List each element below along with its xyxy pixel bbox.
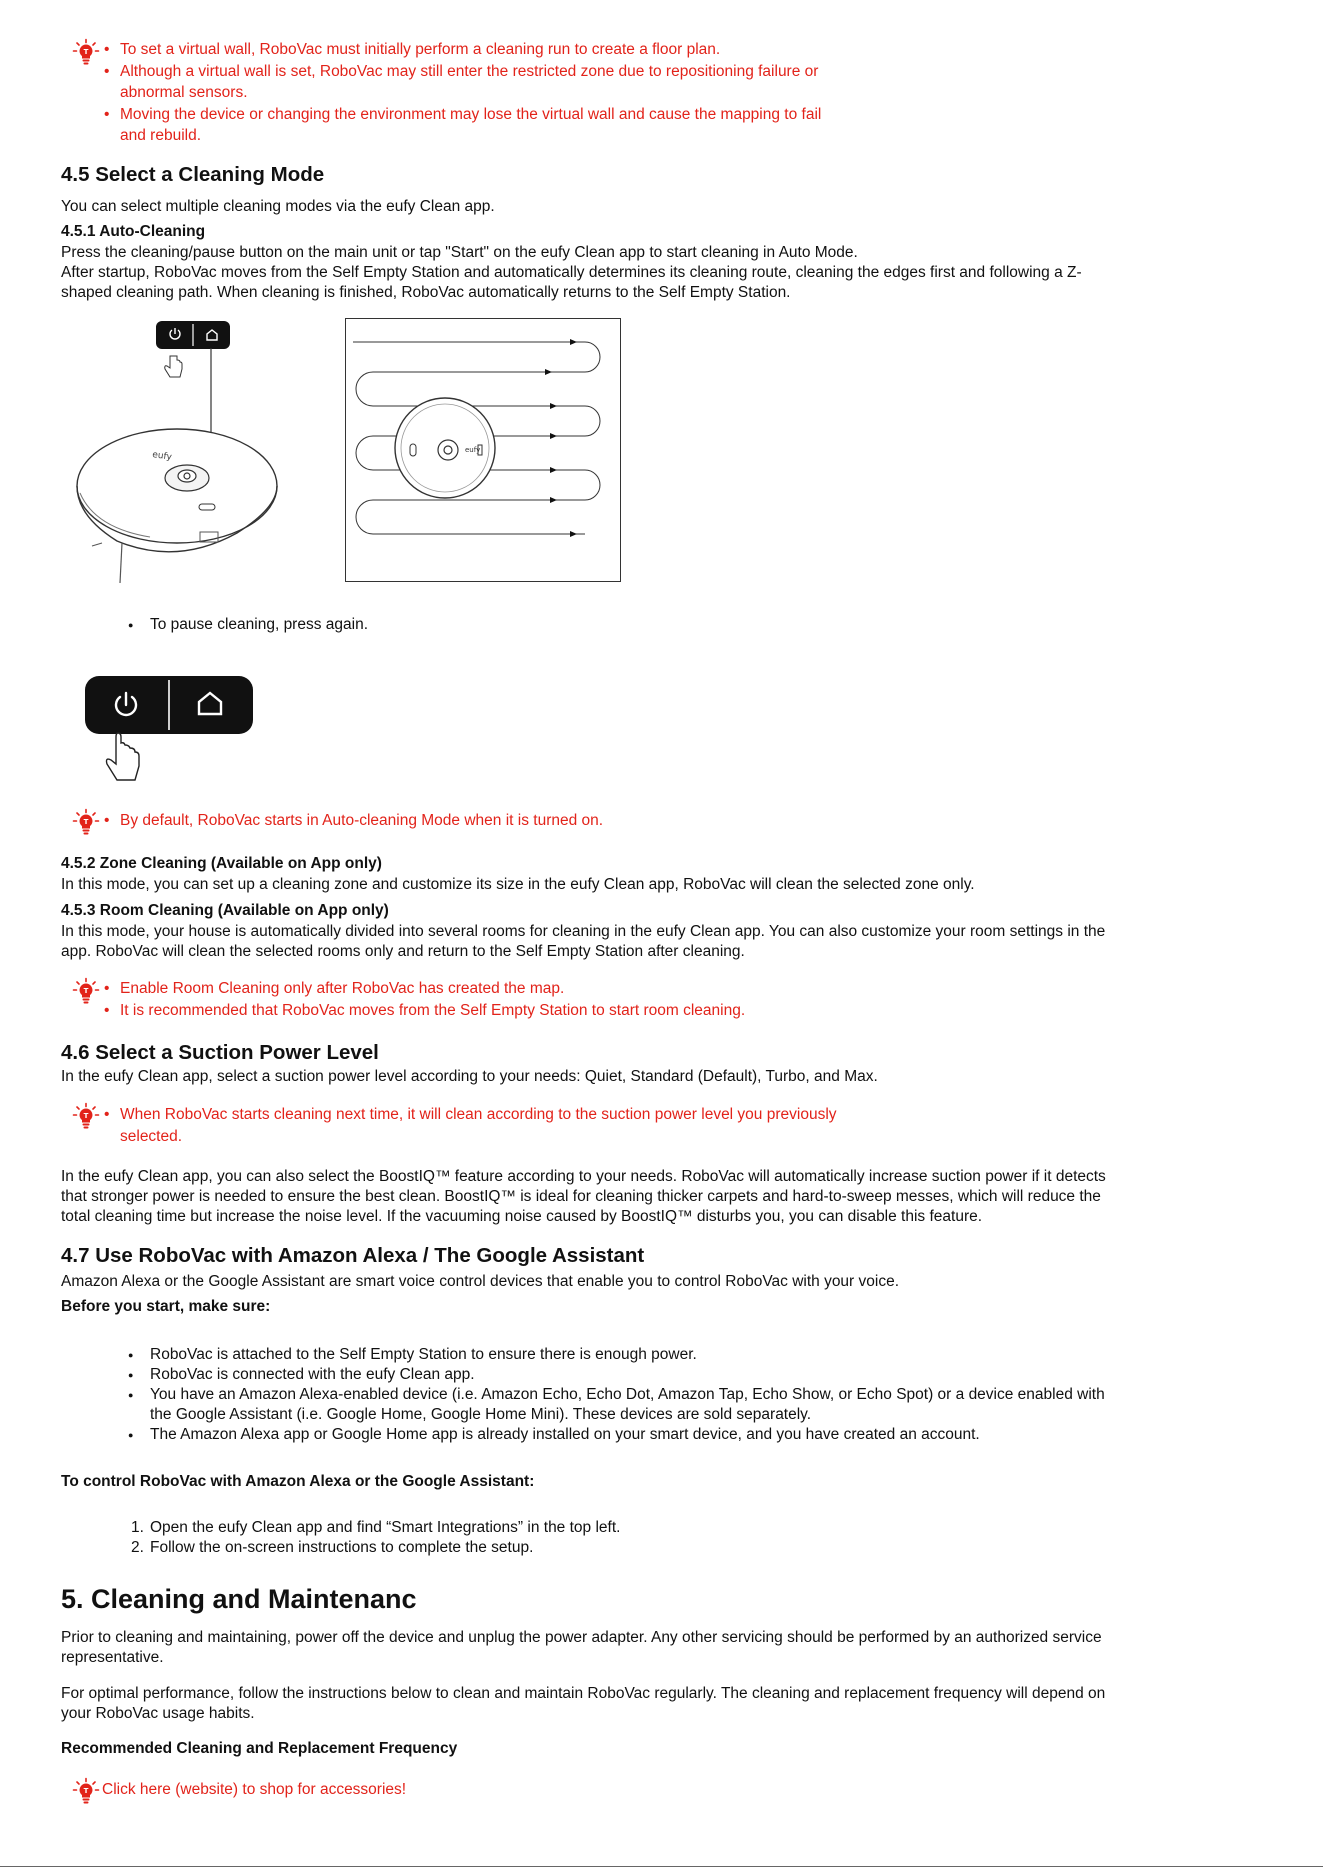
paragraph: your RoboVac usage habits.	[61, 1705, 255, 1722]
control-label: To control RoboVac with Amazon Alexa or the Google Assistant:	[61, 1473, 535, 1490]
paragraph: In this mode, you can set up a cleaning zone and customize its size in the eufy Clean app, RoboVac will clean the selected zone only.	[61, 876, 975, 893]
section-heading-5: 5. Cleaning and Maintenanc	[61, 1584, 417, 1614]
paragraph: In the eufy Clean app, you can also select the BoostIQ™ feature according to your needs. RoboVac will automatically increase suction power if it detects	[61, 1168, 1106, 1185]
subheading-4-5-2: 4.5.2 Zone Cleaning (Available on App only)	[61, 855, 382, 872]
list-item: ● To pause cleaning, press again.	[150, 615, 1250, 635]
lightbulb-tip-icon	[72, 38, 100, 66]
list-item: ● You have an Amazon Alexa-enabled device (i.e. Amazon Echo, Echo Dot, Amazon Tap, Echo Show, or Echo Spot) or a device enabled with the Google Assistant (i.e. Google Home, Google Home Mini). These devices are sold separately.	[150, 1385, 1250, 1425]
pause-instruction-list	[150, 615, 1250, 635]
list-item: ● RoboVac is attached to the Self Empty Station to ensure there is enough power.	[150, 1345, 1250, 1365]
z-shaped-cleaning-path-diagram	[345, 318, 621, 582]
tip-item: • Although a virtual wall is set, RoboVac may still enter the restricted zone due to repositioning failure or abnormal sensors.	[104, 61, 964, 104]
lightbulb-tip-icon	[72, 977, 100, 1005]
paragraph: total cleaning time but increase the noise level. If the vacuuming noise caused by BoostIQ™ disturbs you, you can disable this feature.	[61, 1208, 983, 1225]
lightbulb-tip-icon	[72, 808, 100, 836]
paragraph: representative.	[61, 1649, 164, 1666]
page-bottom-rule	[0, 1866, 1323, 1867]
lightbulb-tip-icon	[72, 1102, 100, 1130]
list-item: 1. Open the eufy Clean app and find “Smart Integrations” in the top left.	[131, 1519, 621, 1536]
suction-level-tip	[104, 1104, 964, 1147]
paragraph: that stronger power is needed to ensure the best clean. BoostIQ™ is ideal for cleaning thicker carpets and hard-to-sweep messes, which will reduce the	[61, 1188, 1101, 1205]
svg-text:eufy: eufy	[151, 450, 173, 463]
paragraph: In the eufy Clean app, select a suction power level according to your needs: Quiet, Standard (Default), Turbo, and Max.	[61, 1068, 878, 1085]
setup-steps-list	[131, 1518, 620, 1558]
prerequisite-list	[150, 1345, 1250, 1445]
paragraph: app. RoboVac will clean the selected rooms only and return to the Self Empty Station after cleaning.	[61, 943, 745, 960]
tip-item: • When RoboVac starts cleaning next time, it will clean according to the suction power level you previously selected.	[104, 1104, 964, 1147]
lightbulb-tip-icon	[72, 1777, 100, 1805]
tip-item: • By default, RoboVac starts in Auto-cleaning Mode when it is turned on.	[104, 810, 904, 832]
auto-mode-tip	[104, 810, 904, 832]
list-item: 2. Follow the on-screen instructions to complete the setup.	[131, 1539, 534, 1556]
paragraph: You can select multiple cleaning modes via the eufy Clean app.	[61, 198, 495, 215]
shop-accessories-link[interactable]: Click here (website) to shop for accessories!	[102, 1781, 407, 1798]
subheading-4-5-3: 4.5.3 Room Cleaning (Available on App only)	[61, 902, 389, 919]
cleaning-button-illustration	[85, 676, 255, 792]
section-heading-4-7: 4.7 Use RoboVac with Amazon Alexa / The Google Assistant	[61, 1244, 645, 1267]
paragraph: shaped cleaning path. When cleaning is finished, RoboVac automatically returns to the Self Empty Station.	[61, 284, 791, 301]
section-heading-4-5: 4.5 Select a Cleaning Mode	[61, 163, 325, 186]
svg-text:eufy: eufy	[465, 446, 481, 454]
paragraph: Press the cleaning/pause button on the main unit or tap "Start" on the eufy Clean app to start cleaning in Auto Mode.	[61, 244, 858, 261]
tip-item: • To set a virtual wall, RoboVac must initially perform a cleaning run to create a floor plan.	[104, 39, 964, 61]
paragraph: In this mode, your house is automatically divided into several rooms for cleaning in the eufy Clean app. You can also customize your room settings in the	[61, 923, 1106, 940]
paragraph: After startup, RoboVac moves from the Self Empty Station and automatically determines its cleaning route, cleaning the edges first and following a Z-	[61, 264, 1082, 281]
tip-item: • Enable Room Cleaning only after RoboVac has created the map.	[104, 978, 904, 1000]
frequency-label: Recommended Cleaning and Replacement Frequency	[61, 1740, 458, 1757]
before-start-label: Before you start, make sure:	[61, 1298, 271, 1315]
subheading-4-5-1: 4.5.1 Auto-Cleaning	[61, 223, 206, 240]
paragraph: Amazon Alexa or the Google Assistant are smart voice control devices that enable you to control RoboVac with your voice.	[61, 1273, 900, 1290]
paragraph: Prior to cleaning and maintaining, power off the device and unplug the power adapter. Any other servicing should be performed by an authorized service	[61, 1629, 1102, 1646]
robot-button-illustration	[72, 318, 282, 586]
virtual-wall-tips	[104, 39, 964, 147]
room-cleaning-tips	[104, 978, 904, 1021]
tip-item: • Moving the device or changing the environment may lose the virtual wall and cause the mapping to fail and rebuild.	[104, 104, 964, 147]
tip-item: • It is recommended that RoboVac moves from the Self Empty Station to start room cleaning.	[104, 1000, 904, 1022]
section-heading-4-6: 4.6 Select a Suction Power Level	[61, 1041, 379, 1064]
list-item: ● RoboVac is connected with the eufy Clean app.	[150, 1365, 1250, 1385]
list-item: ● The Amazon Alexa app or Google Home app is already installed on your smart device, and you have created an account.	[150, 1425, 1250, 1445]
paragraph: For optimal performance, follow the instructions below to clean and maintain RoboVac regularly. The cleaning and replacement frequency will depend on	[61, 1685, 1106, 1702]
